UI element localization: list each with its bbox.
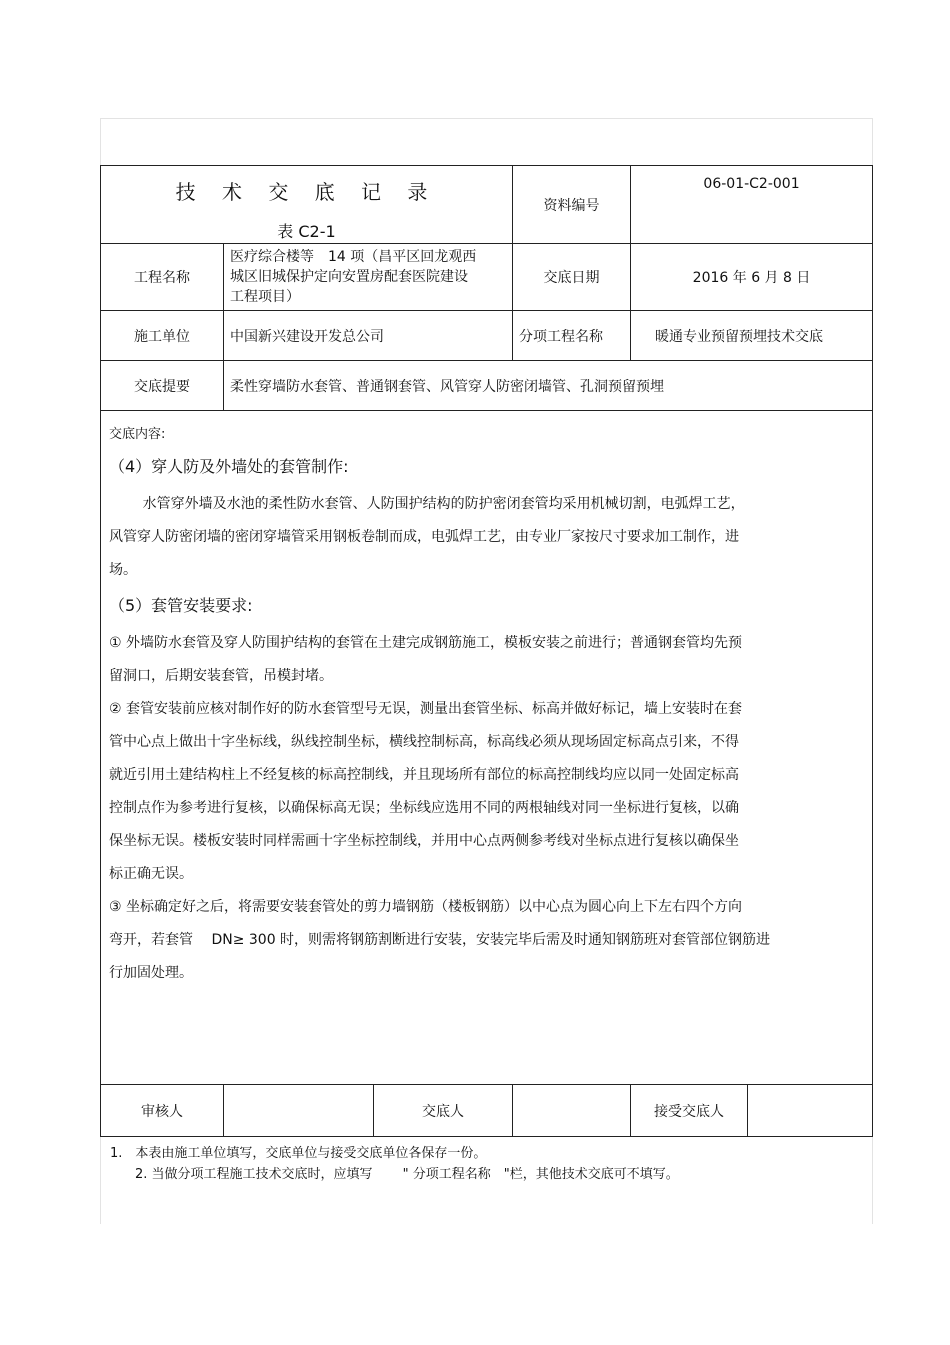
section-5-line: 留洞口，后期安装套管，吊模封堵。 — [109, 668, 333, 684]
section-4-line: 水管穿外墙及水池的柔性防水套管、人防围护结构的防护密闭套管均采用机械切割，电弧焊工艺， — [142, 496, 745, 512]
content-label: 交底内容: — [109, 427, 166, 442]
title-cell — [101, 166, 513, 244]
reviewer-label: 审核人 — [101, 1085, 224, 1137]
section-5-line: ① 外墙防水套管及穿人防围护结构的套管在土建完成钢筋施工，模板安装之前进行；普通钢套管均先预 — [109, 635, 742, 651]
reviewer-signature[interactable] — [224, 1085, 374, 1137]
section-5-title: （5）套管安装要求: — [109, 596, 253, 615]
section-5-line: 弯开，若套管 DN≥ 300 时，则需将钢筋割断进行安装，安装完毕后需及时通知钢筋班对套管部位钢筋进 — [109, 932, 771, 948]
subitem-name: 暖通专业预留预埋技术交底 — [631, 311, 873, 361]
section-5-line: 就近引用土建结构柱上不经复核的标高控制线，并且现场所有部位的标高控制线均应以同一处固定标高 — [109, 767, 739, 783]
footnote-1: 1. 本表由施工单位填写，交底单位与接受交底单位各保存一份。 — [110, 1146, 487, 1161]
content-cell — [101, 411, 873, 1085]
form-number: 表 C2-1 — [277, 221, 336, 241]
summary-text: 柔性穿墙防水套管、普通钢套管、风管穿人防密闭墙管、孔洞预留预埋 — [224, 361, 873, 411]
footnote-2: 2. 当做分项工程施工技术交底时，应填写 " 分项工程名称 "栏，其他技术交底可不填写。 — [135, 1167, 679, 1182]
doc-number-label: 资料编号 — [513, 166, 631, 244]
section-5-line: ② 套管安装前应核对制作好的防水套管型号无误，测量出套管坐标、标高并做好标记，墙上安装时在套 — [109, 701, 742, 717]
receiver-label: 接受交底人 — [631, 1085, 748, 1137]
section-5-line: 控制点作为参考进行复核，以确保标高无误；坐标线应选用不同的两根轴线对同一坐标进行复核，以确 — [109, 800, 739, 816]
project-line: 城区旧城保护定向安置房配套医院建设 — [230, 269, 468, 285]
section-5-line: 行加固处理。 — [109, 965, 193, 981]
section-4-title: （4）穿人防及外墙处的套管制作: — [109, 457, 349, 476]
section-5-line: 管中心点上做出十字坐标线，纵线控制坐标，横线控制标高，标高线必须从现场固定标高点引来，不得 — [109, 734, 739, 750]
contractor-label: 施工单位 — [101, 311, 224, 361]
contractor-name: 中国新兴建设开发总公司 — [224, 311, 513, 361]
project-label: 工程名称 — [101, 244, 224, 311]
section-5-line: ③ 坐标确定好之后，将需要安装套管处的剪力墙钢筋（楼板钢筋）以中心点为圆心向上下左右四个方向 — [109, 899, 742, 915]
project-line: 工程项目） — [230, 289, 300, 305]
project-name — [224, 244, 513, 311]
section-5-line: 标正确无误。 — [109, 866, 193, 882]
subitem-label: 分项工程名称 — [513, 311, 631, 361]
disclosure-form — [100, 165, 873, 1137]
summary-label: 交底提要 — [101, 361, 224, 411]
discloser-signature[interactable] — [513, 1085, 631, 1137]
receiver-signature[interactable] — [748, 1085, 873, 1137]
date-label: 交底日期 — [513, 244, 631, 311]
discloser-label: 交底人 — [374, 1085, 513, 1137]
section-5-line: 保坐标无误。楼板安装时同样需画十字坐标控制线，并用中心点两侧参考线对坐标点进行复核以确保坐 — [109, 833, 739, 849]
section-4-line: 场。 — [109, 562, 137, 578]
doc-number: 06-01-C2-001 — [631, 166, 873, 244]
footnotes — [110, 1143, 679, 1185]
form-title: 技 术 交 底 记 录 — [175, 179, 438, 204]
disclosure-date: 2016 年 6 月 8 日 — [631, 244, 873, 311]
section-4-line: 风管穿人防密闭墙的密闭穿墙管采用钢板卷制而成，电弧焊工艺，由专业厂家按尺寸要求加工制作，进 — [109, 529, 739, 545]
project-line: 医疗综合楼等 14 项（昌平区回龙观西 — [230, 249, 477, 265]
